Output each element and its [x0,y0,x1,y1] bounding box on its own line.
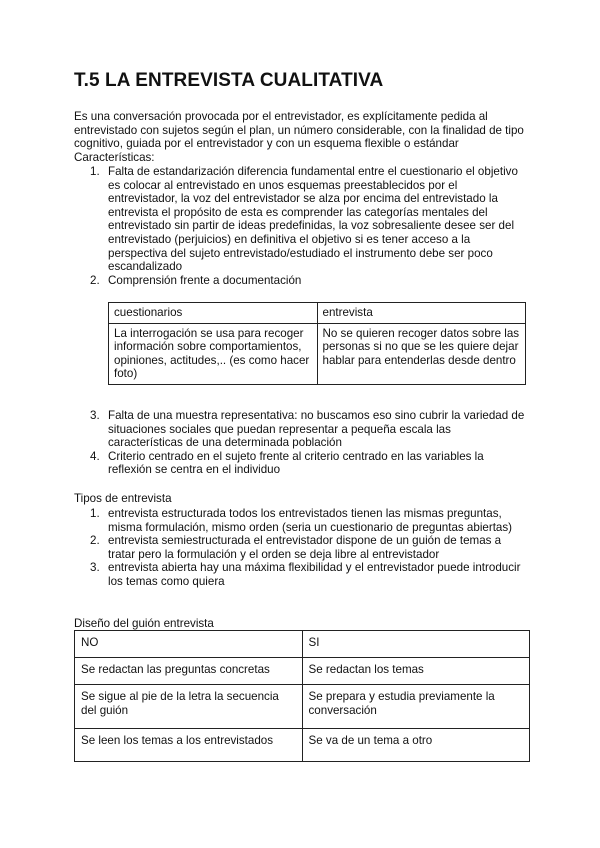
table-header-cell: entrevista [317,303,526,324]
table-cell: Se leen los temas a los entrevistados [75,729,303,762]
table-header-cell: NO [75,631,303,658]
list-item [74,450,528,477]
list-item [74,274,528,288]
list-number: 3. [90,561,100,575]
tipos-label: Tipos de entrevista [74,492,172,505]
list-item [74,165,528,274]
list-number: 1. [90,507,100,520]
caracteristicas-label: Características: [74,150,155,164]
table-row [75,658,530,685]
table-cell: Se sigue al pie de la letra la secuencia del guión [75,685,303,729]
list-item [74,409,528,450]
table-cell: Se redactan las preguntas concretas [75,658,303,685]
table-row [75,729,530,762]
list-number: 2. [90,273,100,287]
list-item-text: entrevista abierta hay una máxima flexibilidad y el entrevistador puede introducir los temas como quiera [108,561,521,588]
table-row [109,323,526,384]
list-number: 2. [90,534,100,548]
diseno-table [74,630,530,762]
comparison-table [108,302,526,385]
caracteristicas-list-continued [74,409,528,477]
intro-paragraph: Es una conversación provocada por el entrevistador, es explícitamente pedida al entrevistado con sujetos según el plan, un número considerable, con la finalidad de tipo cognitivo, guiada por el entrevistador y con un esquema flexible o estándar [74,110,524,151]
intro-section [74,110,534,164]
list-item-text: entrevista semiestructurada el entrevistador dispone de un guión de temas a tratar pero la formulación y el orden se deja libre al entrevistador [108,534,502,561]
table-cell: Se redactan los temas [302,658,530,685]
table-cell: Se va de un tema a otro [302,729,530,762]
tipos-list [74,507,528,589]
table-header-cell: cuestionarios [109,303,318,324]
diseno-label: Diseño del guión entrevista [74,617,214,630]
list-number: 4. [90,449,100,463]
list-number: 3. [90,409,100,422]
caracteristicas-list [74,165,528,287]
page-title: T.5 LA ENTREVISTA CUALITATIVA [74,70,384,91]
table-cell: No se quieren recoger datos sobre las personas si no que se les quiere dejar hablar para entenderlas desde dentro [317,323,526,384]
list-number: 1. [90,165,100,178]
list-item [74,507,528,534]
table-header-row [75,631,530,658]
list-item-text: Comprensión frente a documentación [108,273,302,287]
list-item [74,534,528,561]
list-item [74,561,528,588]
table-cell: Se prepara y estudia previamente la conversación [302,685,530,729]
list-item-text: Criterio centrado en el sujeto frente al criterio centrado en las variables la reflexión se centra en el individuo [108,449,484,477]
list-item-text: entrevista estructurada todos los entrevistados tienen las mismas preguntas, misma formulación, mismo orden (seria un cuestionario de preguntas abiertas) [108,507,513,534]
table-cell: La interrogación se usa para recoger información sobre comportamientos, opiniones, actitudes,.. (es como hacer foto) [109,323,318,384]
list-item-text: Falta de estandarización diferencia fundamental entre el cuestionario el objetivo es colocar al entrevistado en unos esquemas preestablecidos por el entrevistador, la voz del entrevistador se alza por encima del entrevistado la entrevista el propósito de esta es comprender las categorías mentales del entrevistado sin partir de ideas predefinidas, la voz sobresaliente desee ser del entrevistado (perjuicios) en definitiva el objetivo si es tener acceso a la perspectiva del sujeto entrevistado/estudiado el instrumento debe ser poco escandalizado [108,165,518,274]
table-row [75,685,530,729]
list-item-text: Falta de una muestra representativa: no buscamos eso sino cubrir la variedad de situaciones sociales que puedan representar a pequeña escala las características de una determinada población [108,409,525,450]
table-header-cell: SI [302,631,530,658]
table-header-row [109,303,526,324]
